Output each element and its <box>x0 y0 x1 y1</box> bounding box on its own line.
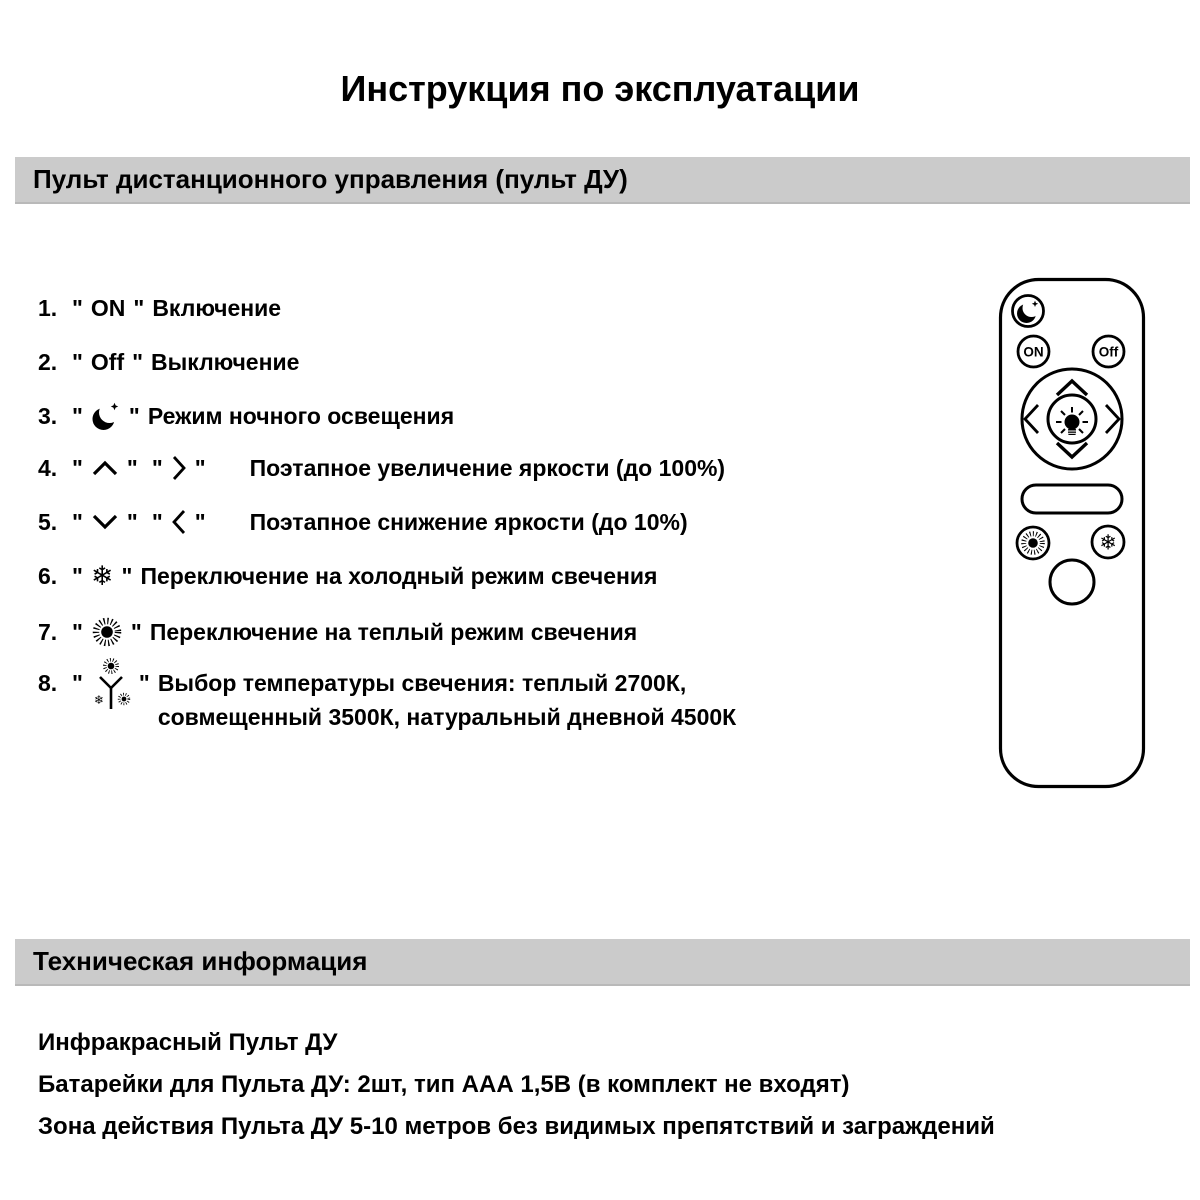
snowflake-icon: ❄ <box>90 560 114 592</box>
tech-info-line-3: Зона действия Пульта ДУ 5-10 метров без видимых препятствий и заграждений <box>38 1113 995 1140</box>
chevron-up-icon <box>91 459 119 477</box>
angle-right-icon <box>171 454 187 482</box>
sun-icon <box>91 616 123 648</box>
off-label: Off <box>90 349 125 375</box>
section-header-technical <box>15 939 1190 986</box>
chevron-down-icon <box>91 513 119 531</box>
instruction-item-5: 5. " " " " Поэтапное снижение яркости (до 10%) <box>38 509 688 535</box>
instruction-item-4: 4. " " " " Поэтапное увеличение яркости (до 100%) <box>38 455 726 481</box>
angle-left-icon <box>171 508 187 536</box>
svg-text:❄: ❄ <box>1099 530 1117 555</box>
instruction-item-1: 1. " ON " Включение <box>38 295 282 321</box>
section-header-remote <box>15 157 1190 204</box>
section-header-technical-label: Техническая информация <box>33 946 368 976</box>
instruction-item-6: 6. " ❄ " Переключение на холодный режим свечения <box>38 560 658 592</box>
instruction-item-3: 3. " " Режим ночного освещения <box>38 400 454 432</box>
instruction-item-8: 8. " ❄ " Выбор температуры свечения: теплый 2700К, совмещенный 3500К, натуральный дневной 4500К <box>38 666 736 734</box>
svg-text:Off: Off <box>1098 344 1119 360</box>
remote-control-illustration <box>997 276 1147 791</box>
tech-info-line-2: Батарейки для Пульта ДУ: 2шт, тип ААА 1,5В (в комплект не входят) <box>38 1071 850 1098</box>
crescent-moon-icon <box>91 400 121 432</box>
svg-text:ON: ON <box>1023 344 1044 360</box>
instruction-item-2: 2. " Off " Выключение <box>38 349 300 375</box>
section-header-remote-label: Пульт дистанционного управления (пульт ДУ) <box>33 164 628 194</box>
instruction-item-7: 7. " " Переключение на теплый режим свечения <box>38 616 637 648</box>
item-8-description: Выбор температуры свечения: теплый 2700К, совмещенный 3500К, натуральный дневной 4500К <box>157 670 737 730</box>
on-label: ON <box>90 295 126 321</box>
page-title: Инструкция по эксплуатации <box>340 68 860 109</box>
color-temperature-select-icon <box>91 658 131 714</box>
tech-info-line-1: Инфракрасный Пульт ДУ <box>38 1029 338 1056</box>
svg-text:❄: ❄ <box>93 693 104 707</box>
